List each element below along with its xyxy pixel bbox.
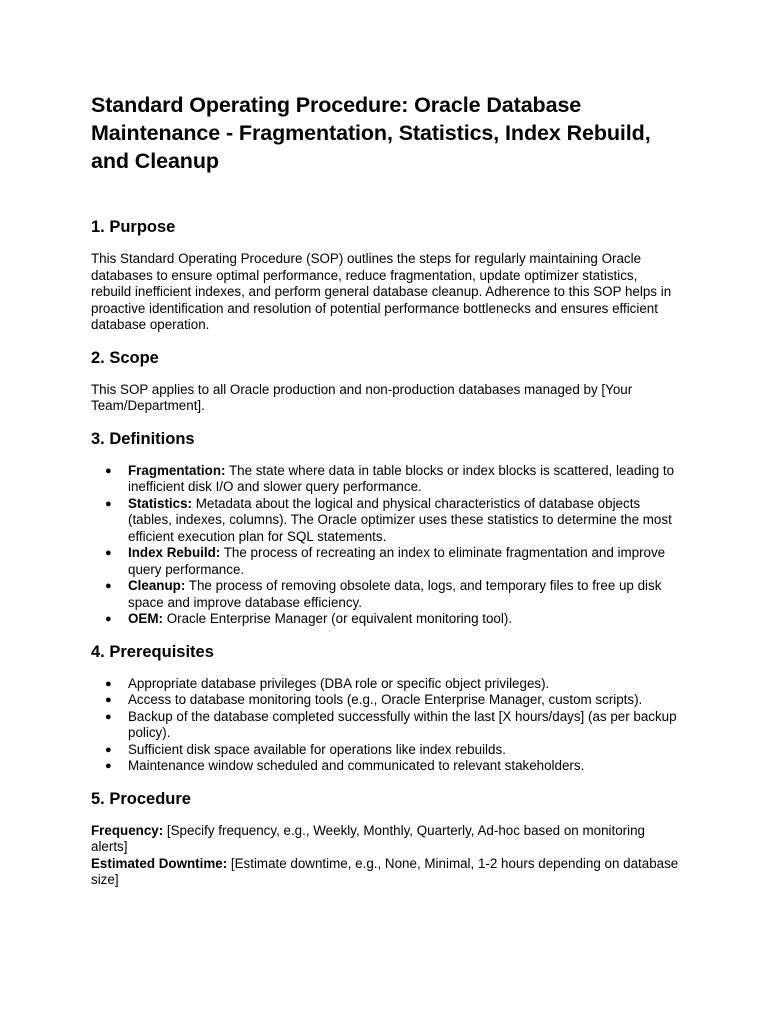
bullet-icon: ● [105,613,112,625]
definition-text: The state where data in table blocks or index blocks is scattered, leading to inefficient disk I/O and slower query performance. [128,462,675,494]
prerequisite-text: Backup of the database completed successfully within the last [X hours/days] (as per backup policy). [128,708,677,740]
section-prerequisites [91,642,680,775]
section-heading-purpose: 1. Purpose [91,218,176,236]
bullet-icon: ● [105,580,112,592]
definition-item [91,496,680,546]
definition-text: The process of recreating an index to eliminate fragmentation and improve query performance. [128,545,666,577]
frequency-label: Frequency: [91,822,164,838]
prerequisite-text: Sufficient disk space available for operations like index rebuilds. [128,741,506,757]
section-scope [91,348,680,415]
prerequisites-list [91,676,680,775]
downtime-line [91,856,680,889]
definition-item [91,578,680,611]
definition-term: Statistics: [128,495,192,511]
bullet-icon: ● [105,497,112,510]
section-procedure [91,789,680,889]
section-heading-procedure: 5. Procedure [91,789,191,808]
prerequisite-item [91,709,680,742]
prerequisite-text: Appropriate database privileges (DBA role or specific object privileges). [128,675,550,691]
section-purpose [91,217,680,334]
purpose-text: This Standard Operating Procedure (SOP) outlines the steps for regularly maintaining Oracle databases to ensure optimal performance, reduce fragmentation, update optimizer statistics, rebuild inefficient indexes, and perform general database cleanup. Adherence to this SOP helps in proactive identification and resolution of potential performance bottlenecks and ensures efficient database operation. [91,251,672,332]
definition-item [91,463,680,496]
section-heading-definitions: 3. Definitions [91,429,195,448]
prerequisite-item [91,758,680,775]
prerequisite-text: Maintenance window scheduled and communicated to relevant stakeholders. [128,758,585,773]
definition-item [91,611,680,628]
definition-text: Oracle Enterprise Manager (or equivalent monitoring tool). [162,611,513,626]
bullet-icon: ● [105,677,112,690]
definition-text: The process of removing obsolete data, logs, and temporary files to free up disk space and improve database efficiency. [128,578,662,610]
bullet-icon: ● [105,547,112,559]
prerequisite-item [91,692,680,709]
downtime-value: [Estimate downtime, e.g., None, Minimal, 1-2 hours depending on database size] [91,855,679,887]
definition-item [91,545,680,578]
downtime-label: Estimated Downtime: [91,855,228,871]
prerequisite-item [91,676,680,693]
prerequisite-item [91,742,680,759]
definition-term: Fragmentation: [128,462,226,478]
section-definitions [91,429,680,628]
document-title: Standard Operating Procedure: Oracle Database Maintenance - Fragmentation, Statistics, Index Rebuild, and Cleanup [91,93,651,173]
section-heading-prerequisites: 4. Prerequisites [91,642,214,661]
bullet-icon: ● [105,710,112,723]
section-heading-scope: 2. Scope [91,348,159,367]
definitions-list [91,463,680,628]
bullet-icon: ● [105,464,112,477]
prerequisite-text: Access to database monitoring tools (e.g., Oracle Enterprise Manager, custom scripts). [128,692,643,707]
frequency-value: [Specify frequency, e.g., Weekly, Monthly, Quarterly, Ad-hoc based on monitoring alerts] [91,822,645,854]
bullet-icon: ● [105,760,112,772]
definition-term: OEM: [128,611,163,626]
definition-term: Cleanup: [128,578,186,593]
bullet-icon: ● [105,694,112,706]
definition-term: Index Rebuild: [128,545,221,560]
frequency-line [91,823,680,856]
bullet-icon: ● [105,743,112,756]
definition-text: Metadata about the logical and physical characteristics of database objects (tables, indexes, columns). The Oracle optimizer uses these statistics to determine the most efficient execution plan for SQL statements. [128,495,672,544]
scope-text: This SOP applies to all Oracle production and non-production databases managed by [Your Team/Department]. [91,381,633,413]
